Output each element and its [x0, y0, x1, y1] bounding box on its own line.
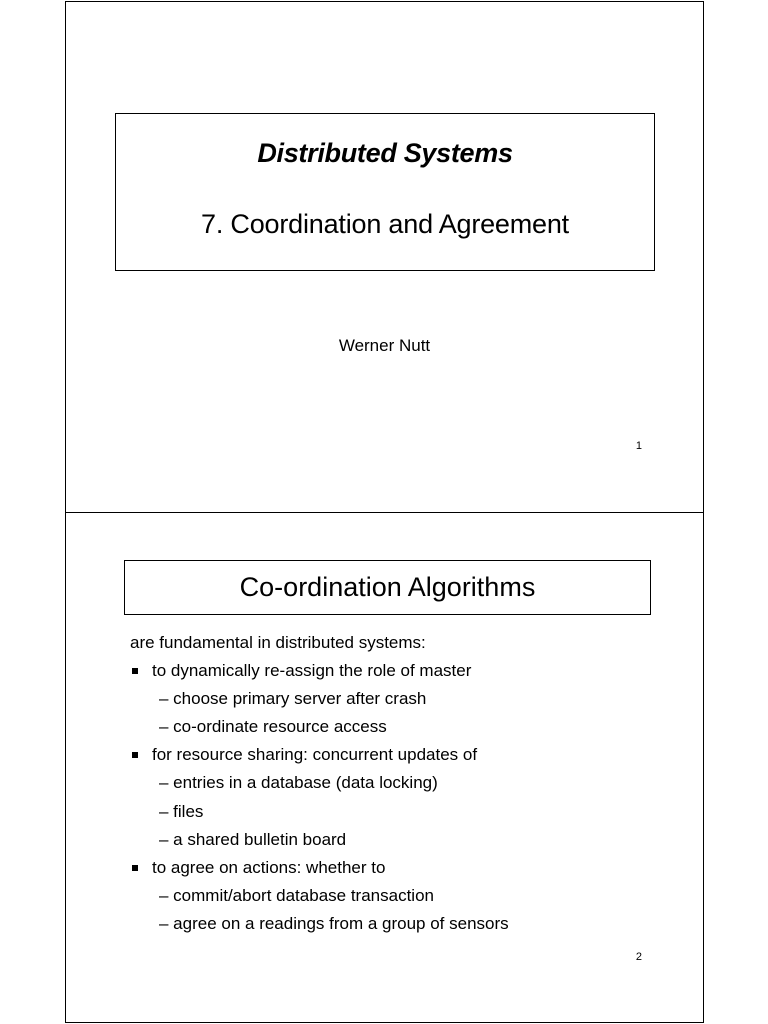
document-title: Distributed Systems [257, 138, 513, 168]
slide-2 [65, 512, 704, 1023]
bullet-text: for resource sharing: concurrent updates of [152, 745, 478, 765]
page-number: 2 [635, 951, 642, 963]
sub-item: – files [159, 801, 204, 821]
square-bullet-icon [132, 865, 138, 871]
author-name: Werner Nutt [338, 336, 431, 355]
square-bullet-icon [132, 668, 138, 674]
bullet-text: to agree on actions: whether to [152, 857, 386, 877]
sub-item: – a shared bulletin board [159, 829, 347, 849]
slide-1 [65, 1, 704, 513]
sub-item: – co-ordinate resource access [159, 717, 387, 737]
bullet-item [130, 657, 650, 685]
slide-title-box [124, 560, 651, 615]
bullet-item [130, 854, 650, 882]
slide-content [130, 629, 650, 938]
chapter-title: 7. Coordination and Agreement [201, 209, 569, 239]
sub-item: – choose primary server after crash [159, 689, 427, 709]
page-number: 1 [635, 440, 642, 452]
sub-item: – commit/abort database transaction [159, 885, 434, 905]
sub-item: – agree on a readings from a group of sensors [159, 913, 509, 933]
intro-text: are fundamental in distributed systems: [130, 633, 426, 652]
slide-title: Co-ordination Algorithms [239, 572, 536, 602]
title-box [115, 113, 655, 271]
bullet-item [130, 741, 650, 769]
square-bullet-icon [132, 752, 138, 758]
sub-item: – entries in a database (data locking) [159, 773, 438, 793]
bullet-text: to dynamically re-assign the role of master [152, 661, 472, 681]
